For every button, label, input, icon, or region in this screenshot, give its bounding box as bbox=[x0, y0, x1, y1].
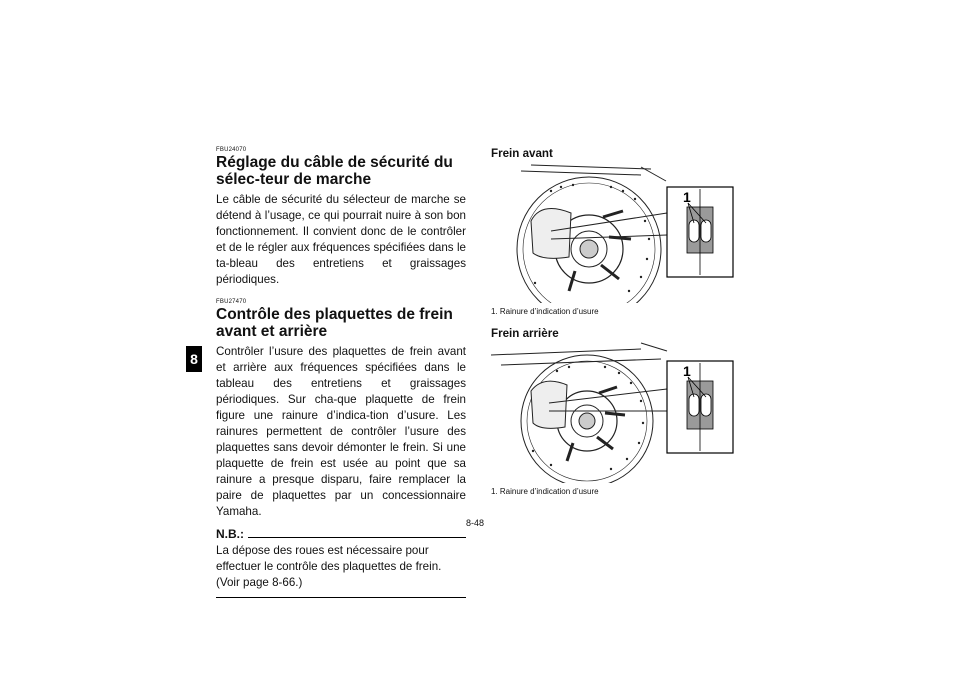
figure-title: Frein avant bbox=[491, 147, 553, 160]
section-code: FBU27470 bbox=[216, 299, 247, 305]
brake-disc-illustration bbox=[491, 341, 743, 483]
section-cable bbox=[216, 147, 466, 288]
callout-number: 1 bbox=[683, 189, 691, 205]
section-title: Contrôle des plaquettes de frein avant et arrière bbox=[216, 306, 453, 340]
right-column bbox=[491, 147, 741, 497]
note-rule bbox=[248, 531, 466, 538]
note-text: La dépose des roues est nécessaire pour effectuer le contrôle des plaquettes de frein. (Voir page 8-66.) bbox=[216, 544, 442, 589]
figure-caption: 1. Rainure d’indication d’usure bbox=[491, 307, 599, 316]
section-title: Réglage du câble de sécurité du sélec-teur de marche bbox=[216, 154, 453, 188]
brake-disc-illustration bbox=[491, 161, 743, 303]
rear-brake-illustration bbox=[491, 341, 743, 483]
figure-caption: 1. Rainure d’indication d’usure bbox=[491, 487, 599, 496]
figure-front-brake bbox=[491, 147, 741, 317]
section-body: Le câble de sécurité du sélecteur de marche se détend à l’usage, ce qui pourrait nuire à son bon fonctionnement. Il convient donc de le contrôler et de le régler aux fréquences spécifiées dans le ta-bleau des entretiens et graissages périodiques. bbox=[216, 193, 466, 286]
note-box bbox=[216, 527, 466, 598]
section-code: FBU24070 bbox=[216, 147, 247, 153]
front-brake-illustration bbox=[491, 161, 743, 303]
chapter-tab: 8 bbox=[186, 346, 202, 372]
section-brake-pads bbox=[216, 299, 466, 520]
note-label: N.B.: bbox=[216, 527, 244, 541]
note-end-rule bbox=[216, 597, 466, 598]
left-column bbox=[216, 147, 466, 598]
figure-rear-brake bbox=[491, 327, 741, 497]
callout-number: 1 bbox=[683, 363, 691, 379]
figure-title: Frein arrière bbox=[491, 327, 559, 340]
section-body: Contrôler l’usure des plaquettes de frein avant et arrière aux fréquences spécifiées dans le tableau des entretiens et graissages périodiques. Sur cha-que plaquette de frein figure une rainure d’indica-tion d’usure. Les rainures permettent de contrôler l’usure des plaquettes sans devoir démonter le frein. Si une plaquette de frein est usée au point que sa rainure a presque disparu, faire remplacer la paire de plaquettes par un concessionnaire Yamaha. bbox=[216, 345, 466, 518]
page-number: 8-48 bbox=[466, 518, 485, 528]
